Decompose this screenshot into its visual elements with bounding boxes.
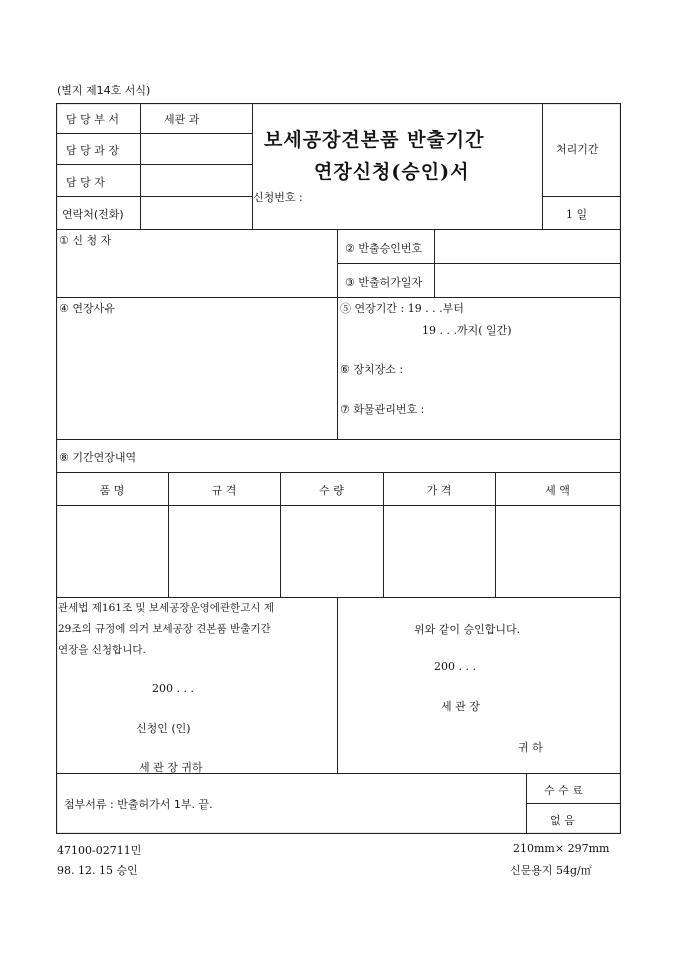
applicant-label: ① 신 청 자 [59, 234, 112, 247]
storage-location-label: ⑥ 장치장소 : [340, 363, 404, 376]
cargo-number-label: ⑦ 화물관리번호 : [340, 403, 425, 416]
attachments-label: 첨부서류 : 반출허가서 1부. 끝. [64, 798, 213, 811]
fee-value: 없 음 [550, 814, 575, 827]
customs-chief: 세 관 장 [441, 700, 480, 713]
approval-addressee: 귀 하 [518, 741, 543, 754]
form-frame [56, 103, 621, 834]
processing-period-value: 1 일 [566, 208, 588, 221]
section-chief-label: 담 당 과 장 [66, 144, 119, 157]
declaration-line1: 관세법 제161조 및 보세공장운영에관한고시 제 [58, 602, 274, 614]
dept-value: 세관 과 [164, 113, 200, 126]
form-code: 47100-02711민 [57, 844, 142, 857]
extension-period-line1: ⑤ 연장기간 : 19 . . .부터 [340, 302, 464, 315]
release-date-label: ③ 반출허가일자 [345, 276, 423, 289]
dept-label: 담 당 부 서 [66, 113, 119, 126]
officer-label: 담 당 자 [66, 176, 105, 189]
paper-type: 신문용지 54g/㎡ [510, 864, 592, 877]
application-number-label: 신청번호 : [253, 191, 303, 204]
form-reference: (별지 제14호 서식) [57, 84, 151, 97]
approval-date: 200 . . . [434, 660, 476, 673]
extension-period-line2: 19 . . .까지( 일간) [422, 324, 512, 337]
approval-date-footer: 98. 12. 15 승인 [57, 864, 138, 877]
addressee: 세 관 장 귀하 [139, 761, 203, 774]
paper-size: 210mm× 297mm [513, 842, 610, 855]
column-header-item: 품 명 [99, 484, 125, 497]
reason-label: ④ 연장사유 [59, 302, 115, 315]
applicant-signature: 신청인 (인) [136, 722, 191, 735]
declaration-line3: 연장을 신청합니다. [58, 644, 146, 656]
form-title-line1: 보세공장견본품 반출기간 [264, 129, 485, 151]
details-label: ⑧ 기간연장내역 [59, 451, 137, 464]
column-header-spec: 규 격 [211, 484, 237, 497]
declaration-line2: 29조의 규정에 의거 보세공장 견본품 반출기간 [58, 623, 271, 635]
processing-period-label: 처리기간 [556, 143, 599, 156]
approval-number-label: ② 반출승인번호 [345, 242, 423, 255]
column-header-tax: 세 액 [545, 484, 570, 497]
contact-label: 연락처(전화) [62, 208, 124, 221]
approval-statement: 위와 같이 승인합니다. [414, 623, 521, 636]
form-title-line2: 연장신청(승인)서 [314, 161, 470, 183]
column-header-price: 가 격 [426, 484, 452, 497]
fee-label: 수 수 료 [544, 784, 583, 797]
declaration-date: 200 . . . [152, 682, 194, 695]
column-header-quantity: 수 량 [319, 484, 344, 497]
